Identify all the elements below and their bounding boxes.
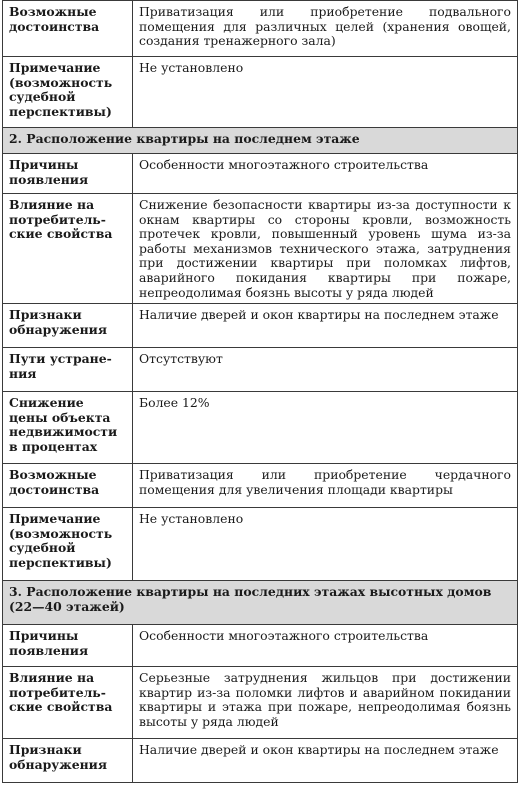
- row-label: Признаки обнаружения: [3, 739, 133, 783]
- section-title: 2. Расположение квартиры на последнем этаже: [3, 128, 518, 154]
- row-label: Признаки обнаружения: [3, 304, 133, 348]
- table-row: [3, 154, 518, 194]
- table-row: [3, 304, 518, 348]
- row-value: Серьезные затруднения жильцов при достижении квартир из-за поломки лифтов и аварийном покидании квартиры и этажа при пожаре, непреодолимая боязнь высоты у ряда людей: [133, 667, 518, 739]
- row-label: Причины появления: [3, 625, 133, 667]
- row-value: Не установлено: [133, 57, 518, 128]
- row-value: Особенности многоэтажного строительства: [133, 625, 518, 667]
- section-title: 3. Расположение квартиры на последних этажах высотных домов (22—40 этажей): [3, 581, 518, 625]
- table-row: [3, 57, 518, 128]
- row-value: Снижение безопасности квартиры из-за доступности к окнам квартиры со стороны кровли, возможность протечек кровли, повышенный уровень шума из-за работы механизмов технического этажа, затруднения при достижении квартиры при поломках лифтов, аварийного покидания квартиры при пожаре, непреодолимая боязнь высоты у ряда людей: [133, 194, 518, 304]
- row-label: Влияние на потребительские свойства: [3, 667, 133, 739]
- row-value: Наличие дверей и окон квартиры на последнем этаже: [133, 304, 518, 348]
- section-header-row: [3, 128, 518, 154]
- section-header-row: [3, 581, 518, 625]
- table-row: [3, 625, 518, 667]
- row-value: Более 12%: [133, 392, 518, 464]
- row-label: Примечание (возможность судебной перспективы): [3, 57, 133, 128]
- table-row: [3, 508, 518, 581]
- table-row: [3, 464, 518, 508]
- table-row: [3, 194, 518, 304]
- row-label: Примечание (возможность судебной перспективы): [3, 508, 133, 581]
- row-label: Снижение цены объекта недвижимости в процентах: [3, 392, 133, 464]
- table-row: [3, 739, 518, 783]
- table-row: [3, 1, 518, 57]
- row-label: Причины появления: [3, 154, 133, 194]
- table-row: [3, 392, 518, 464]
- row-value: Отсутствуют: [133, 348, 518, 392]
- document-table: [2, 0, 518, 783]
- row-value: Не установлено: [133, 508, 518, 581]
- row-label: Пути устранения: [3, 348, 133, 392]
- table-row: [3, 348, 518, 392]
- table-row: [3, 667, 518, 739]
- row-label: Возможные достоинства: [3, 464, 133, 508]
- row-value: Наличие дверей и окон квартиры на последнем этаже: [133, 739, 518, 783]
- row-value: Приватизация или приобретение чердачного помещения для увеличения площади квартиры: [133, 464, 518, 508]
- row-value: Особенности многоэтажного строительства: [133, 154, 518, 194]
- row-label: Влияние на потребительские свойства: [3, 194, 133, 304]
- row-value: Приватизация или приобретение подвального помещения для различных целей (хранения овощей, создания тренажерного зала): [133, 1, 518, 57]
- row-label: Возможные достоинства: [3, 1, 133, 57]
